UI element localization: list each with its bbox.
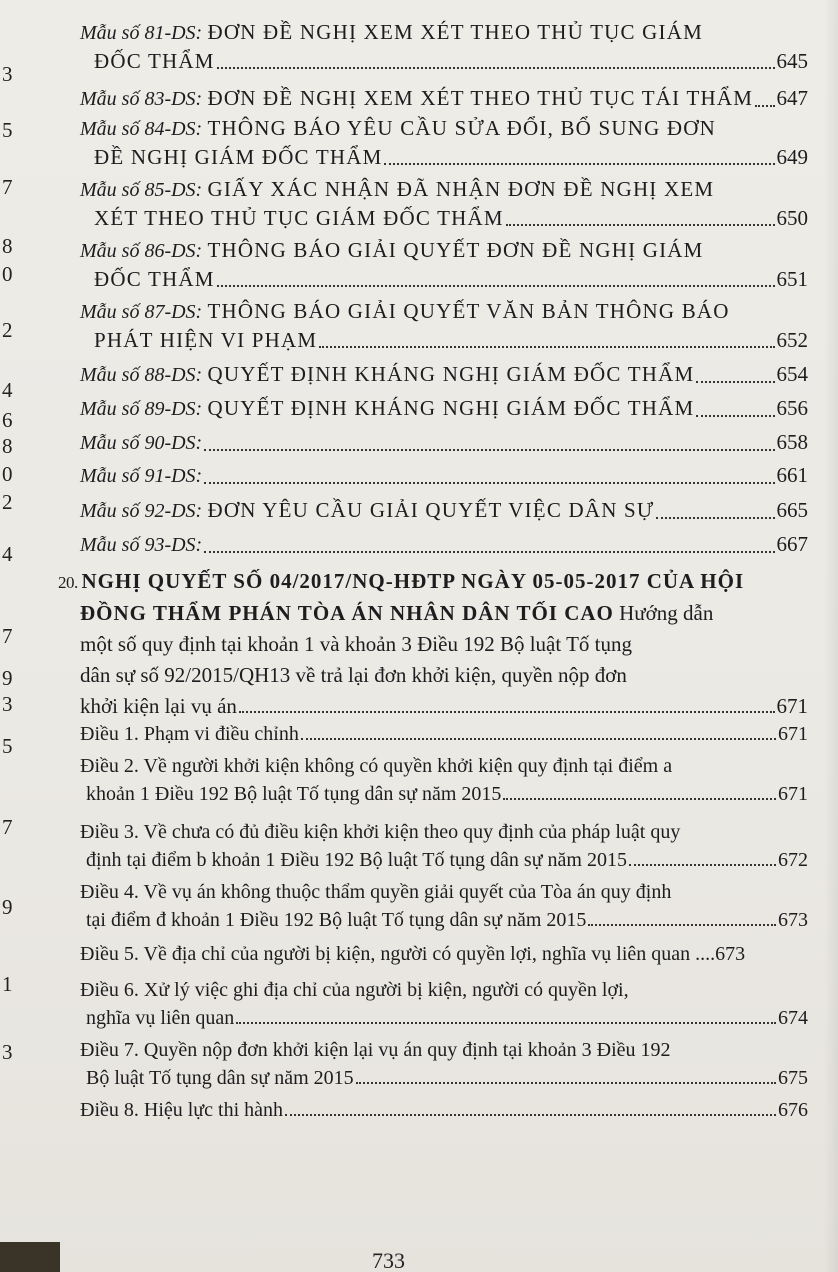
page-number: 667 [776,532,808,556]
form-number: Mẫu số 91-DS: [80,465,203,487]
margin-number: 5 [2,734,13,758]
toc-entry [80,530,808,559]
leader-dots [384,163,774,165]
form-number: Mẫu số 81-DS: [80,22,203,44]
margin-number: 7 [2,624,13,648]
page-number: 647 [776,86,808,110]
entry-title-cont: ĐỀ NGHỊ GIÁM ĐỐC THẨM [94,145,383,169]
leader-dots [755,105,774,107]
entry-title: THÔNG BÁO GIẢI QUYẾT VĂN BẢN THÔNG BÁO [207,299,730,323]
toc-entry [80,394,808,423]
form-number: Mẫu số 92-DS: [80,500,203,522]
margin-number: 8 [2,234,13,258]
page-number: 650 [776,206,808,230]
margin-number: 9 [2,666,13,690]
article-title: Điều 7. Quyền nộp đơn khởi kiện lại vụ án quy định tại khoản 3 Điều 192 [80,1039,671,1061]
leader-dots [217,285,775,287]
page-number: 654 [776,362,808,386]
leader-dots [204,449,774,451]
leader-dots [588,924,776,926]
section-subtitle: dân sự số 92/2015/QH13 về trả lại đơn khởi kiện, quyền nộp đơn [80,663,627,687]
entry-title-cont: PHÁT HIỆN VI PHẠM [94,328,318,352]
page-number: 675 [778,1067,808,1089]
leader-dots [656,517,774,519]
leader-dots [629,864,776,866]
leader-dots [204,482,774,484]
entry-title: ĐƠN ĐỀ NGHỊ XEM XÉT THEO THỦ TỤC GIÁM [207,20,703,44]
toc-entry [80,175,808,232]
margin-number: 7 [2,175,13,199]
article-title-cont: khoản 1 Điều 192 Bộ luật Tố tụng dân sự năm 2015 [86,783,502,805]
page-number: 665 [776,498,808,522]
entry-title: THÔNG BÁO GIẢI QUYẾT ĐƠN ĐỀ NGHỊ GIÁM [207,238,704,262]
form-number: Mẫu số 90-DS: [80,432,203,454]
margin-number: 0 [2,262,13,286]
article-title: Điều 6. Xử lý việc ghi địa chỉ của người bị kiện, người có quyền lợi, [80,979,629,1001]
article-entry [80,878,808,934]
section-title-line: NGHỊ QUYẾT SỐ 04/2017/NQ-HĐTP NGÀY 05-05-2017 CỦA HỘI [81,569,745,593]
page-number: 651 [776,267,808,291]
article-entry [80,752,808,808]
page-number: 676 [778,1099,808,1121]
form-number: Mẫu số 84-DS: [80,118,203,140]
page-edge-shade [824,0,838,1272]
article-title: Điều 1. Phạm vi điều chỉnh [80,723,299,745]
form-number: Mẫu số 83-DS: [80,88,203,110]
toc-entry [80,428,808,457]
article-entry [80,1036,808,1092]
entry-title: GIẤY XÁC NHẬN ĐÃ NHẬN ĐƠN ĐỀ NGHỊ XEM [207,177,715,201]
leader-dots [285,1114,776,1116]
form-number: Mẫu số 93-DS: [80,534,203,556]
leader-dots [301,738,776,740]
section-subtitle: một số quy định tại khoản 1 và khoản 3 Điều 192 Bộ luật Tố tụng [80,632,632,656]
entry-title: QUYẾT ĐỊNH KHÁNG NGHỊ GIÁM ĐỐC THẨM [207,396,695,420]
section-subtitle: khởi kiện lại vụ án [80,694,237,718]
page-number: 656 [776,396,808,420]
entry-title-cont: XÉT THEO THỦ TỤC GIÁM ĐỐC THẨM [94,206,504,230]
article-entry [80,818,808,874]
entry-title-cont: ĐỐC THẨM [94,267,215,291]
margin-number: 5 [2,118,13,142]
margin-number: 4 [2,378,13,402]
article-title: Điều 2. Về người khởi kiện không có quyền khởi kiện quy định tại điểm a [80,755,673,777]
page-edge-shadow [0,1242,60,1272]
article-title-cont: tại điểm đ khoản 1 Điều 192 Bộ luật Tố tụng dân sự năm 2015 [86,909,587,931]
margin-number: 2 [2,490,13,514]
article-title-cont: định tại điểm b khoản 1 Điều 192 Bộ luật Tố tụng dân sự năm 2015 [86,849,627,871]
section-heading [58,566,808,722]
article-entry [80,976,808,1032]
margin-number: 7 [2,815,13,839]
section-subtitle: Hướng dẫn [619,601,714,625]
leader-dots [696,381,774,383]
form-number: Mẫu số 87-DS: [80,301,203,323]
section-number: 20. [58,573,82,592]
form-number: Mẫu số 85-DS: [80,179,203,201]
margin-number: 3 [2,62,13,86]
entry-title: QUYẾT ĐỊNH KHÁNG NGHỊ GIÁM ĐỐC THẨM [207,362,695,386]
article-entry [80,720,808,748]
page-number: 674 [778,1007,808,1029]
page-number: 658 [776,430,808,454]
toc-entry [80,461,808,490]
page-number: 645 [776,49,808,73]
margin-number: 4 [2,542,13,566]
entry-title: ĐƠN ĐỀ NGHỊ XEM XÉT THEO THỦ TỤC TÁI THẨM [207,86,754,110]
page-number: 673 [778,909,808,931]
toc-entry [80,114,808,171]
page-number: 652 [776,328,808,352]
article-title: Điều 8. Hiệu lực thi hành [80,1099,284,1121]
leader-dots [503,798,776,800]
margin-number: 2 [2,318,13,342]
toc-entry [80,496,808,525]
margin-number: 0 [2,462,13,486]
article-title-cont: nghĩa vụ liên quan [86,1007,235,1029]
leader-dots [236,1022,776,1024]
leader-dots [217,67,775,69]
leader-dots [239,711,775,713]
toc-entry [80,18,808,75]
toc-entry [80,84,808,113]
section-title-line: ĐỒNG THẨM PHÁN TÒA ÁN NHÂN DÂN TỐI CAO [80,601,614,625]
entry-title-cont: ĐỐC THẨM [94,49,215,73]
margin-number: 8 [2,434,13,458]
toc-entry [80,236,808,293]
entry-title: ĐƠN YÊU CẦU GIẢI QUYẾT VIỆC DÂN SỰ [207,498,655,522]
entry-title: THÔNG BÁO YÊU CẦU SỬA ĐỔI, BỔ SUNG ĐƠN [207,116,717,140]
article-title: Điều 5. Về địa chỉ của người bị kiện, người có quyền lợi, nghĩa vụ liên quan ....673 [80,943,746,965]
toc-entry [80,360,808,389]
margin-number: 6 [2,408,13,432]
leader-dots [204,551,774,553]
article-title: Điều 3. Về chưa có đủ điều kiện khởi kiện theo quy định của pháp luật quy [80,821,681,843]
article-entry [80,940,808,968]
leader-dots [356,1082,776,1084]
page-number: 671 [778,783,808,805]
page-number: 671 [778,723,808,745]
form-number: Mẫu số 86-DS: [80,240,203,262]
form-number: Mẫu số 88-DS: [80,364,203,386]
form-number: Mẫu số 89-DS: [80,398,203,420]
margin-number: 3 [2,692,13,716]
article-title-cont: Bộ luật Tố tụng dân sự năm 2015 [86,1067,354,1089]
leader-dots [506,224,775,226]
page-footer-number: 733 [372,1248,405,1272]
leader-dots [319,346,774,348]
page-number: 671 [776,694,808,718]
page-number: 661 [776,463,808,487]
page-number: 649 [776,145,808,169]
article-title: Điều 4. Về vụ án không thuộc thẩm quyền giải quyết của Tòa án quy định [80,881,672,903]
margin-number: 1 [2,972,13,996]
margin-number: 3 [2,1040,13,1064]
leader-dots [696,415,774,417]
page-number: 672 [778,849,808,871]
toc-entry [80,297,808,354]
margin-number: 9 [2,895,13,919]
article-entry [80,1096,808,1124]
